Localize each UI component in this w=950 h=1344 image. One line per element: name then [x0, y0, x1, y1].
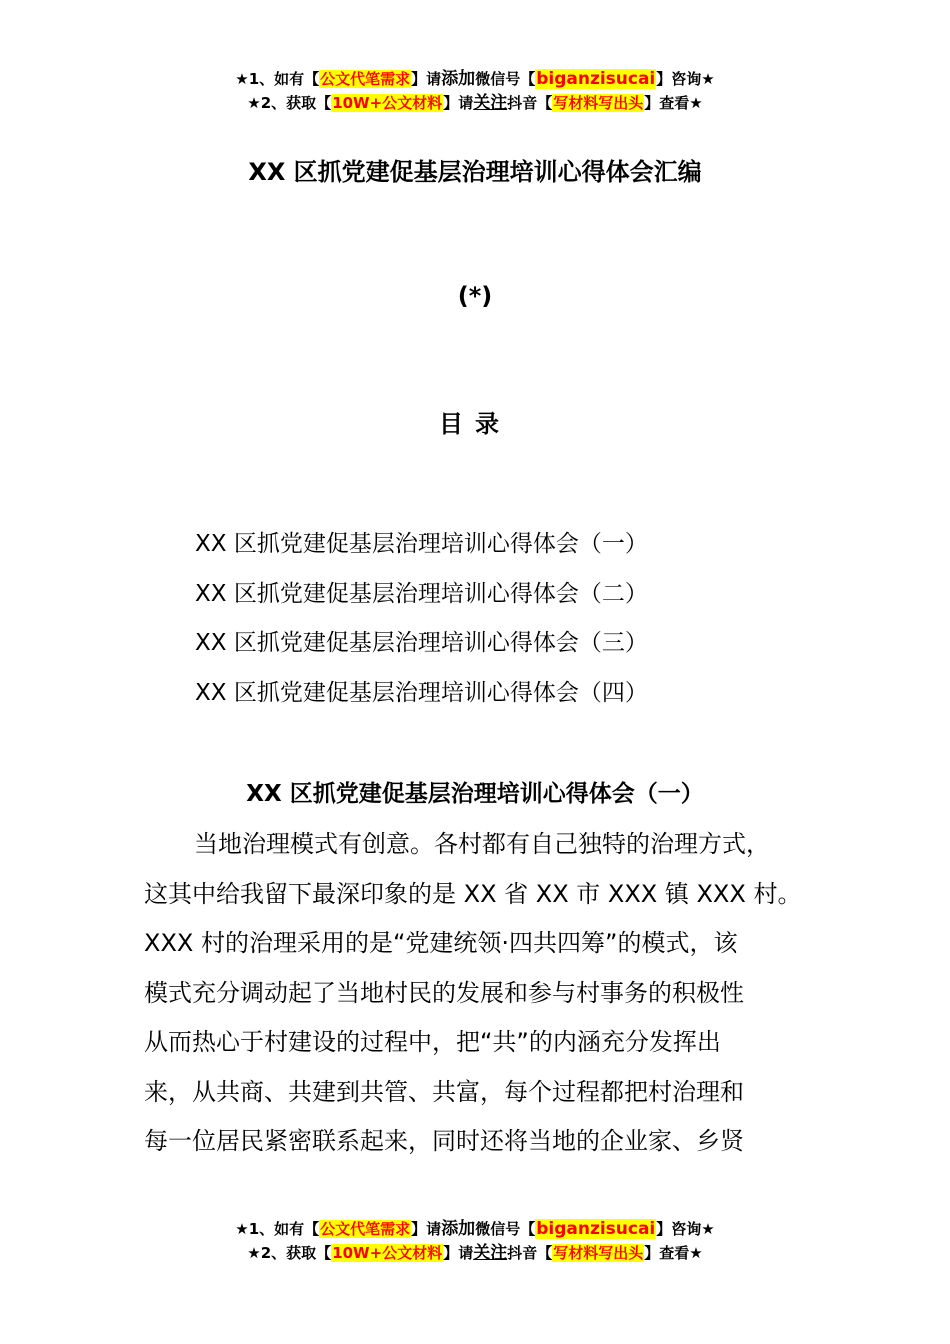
body-line: 模式充分调动起了当地村民的发展和参与村事务的积极性 [144, 978, 744, 1007]
body-paragraph [144, 820, 834, 1167]
highlight-materials: 10W+公文材料 [332, 94, 443, 112]
toc-item[interactable]: XX 区抓党建促基层治理培训心得体会（四） [195, 679, 648, 706]
document-title: XX 区抓党建促基层治理培训心得体会汇编 [248, 158, 702, 186]
bottom-banner [0, 1217, 950, 1265]
body-line: 每一位居民紧密联系起来，同时还将当地的企业家、乡贤 [144, 1127, 744, 1155]
banner-line-2: ★2、获取【10W+公文材料】请关注抖音【写材料写出头】查看★ [247, 93, 703, 113]
highlight-materials: 10W+公文材料 [332, 1244, 443, 1262]
section-title: XX 区抓党建促基层治理培训心得体会（一） [246, 781, 704, 807]
toc-item[interactable]: XX 区抓党建促基层治理培训心得体会（三） [195, 630, 648, 656]
highlight-wechat-id: biganzisucai [536, 1219, 656, 1239]
highlight-wechat-id: biganzisucai [536, 69, 656, 89]
toc-item[interactable]: XX 区抓党建促基层治理培训心得体会（一） [195, 531, 648, 557]
highlight-douyin-id: 写材料写出头 [553, 1244, 644, 1262]
banner-line-1: ★1、如有【公文代笔需求】请添加微信号【biganzisucai】咨询★ [235, 1219, 715, 1239]
table-of-contents [195, 520, 815, 718]
top-banner [0, 67, 950, 115]
highlight-service: 公文代笔需求 [320, 70, 411, 88]
body-line: 来，从共商、共建到共管、共富，每个过程都把村治理和 [144, 1077, 744, 1106]
document-marker: (*) [457, 282, 493, 310]
highlight-service: 公文代笔需求 [320, 1220, 411, 1238]
body-line: XXX 村的治理采用的是“党建统领·四共四筹”的模式，该 [144, 929, 738, 957]
banner-line-2: ★2、获取【10W+公文材料】请关注抖音【写材料写出头】查看★ [247, 1243, 703, 1263]
body-line: 当地治理模式有创意。各村都有自己独特的治理方式， [194, 830, 770, 858]
toc-title: 目录 [439, 410, 511, 438]
toc-item[interactable]: XX 区抓党建促基层治理培训心得体会（二） [195, 580, 648, 607]
body-line: 这其中给我留下最深印象的是 XX 省 XX 市 XXX 镇 XXX 村。 [144, 879, 802, 908]
body-line: 从而热心于村建设的过程中，把“共”的内涵充分发挥出 [144, 1028, 721, 1056]
highlight-douyin-id: 写材料写出头 [553, 94, 644, 112]
banner-line-1: ★1、如有【公文代笔需求】请添加微信号【biganzisucai】咨询★ [235, 69, 715, 89]
